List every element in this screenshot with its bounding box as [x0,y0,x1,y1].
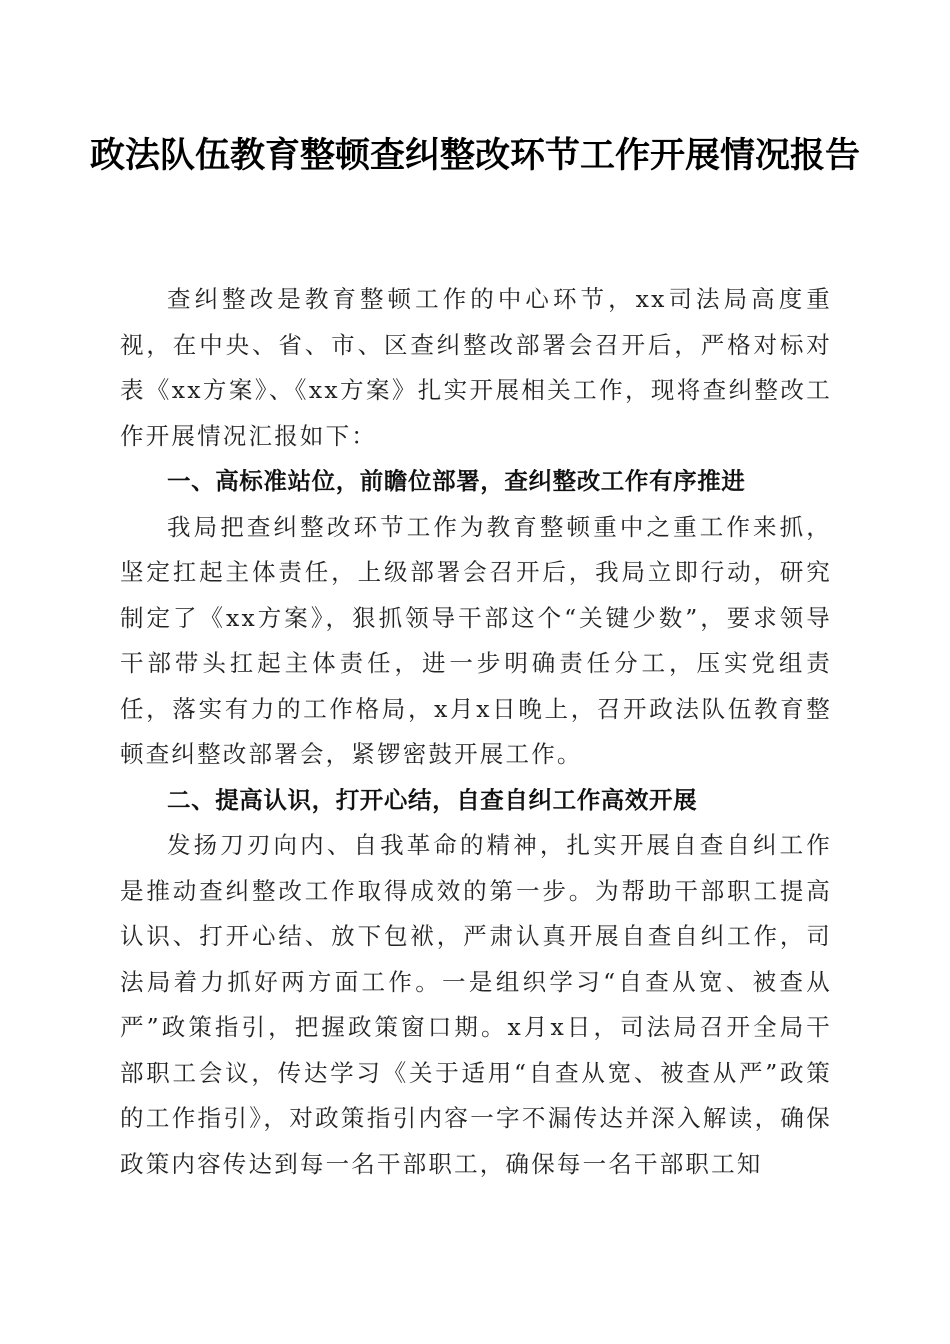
section-heading-1: 一、高标准站位，前瞻位部署，查纠整改工作有序推进 [167,467,746,495]
section-2-paragraph: 发扬刀刃向内、自我革命的精神，扎实开展自查自纠工作是推动查纠整改工作取得成效的第一步。为帮助干部职工提高认识、打开心结、放下包袱，严肃认真开展自查自纠工作，司法局着力抓好两方面工作。一是组织学习“自查从宽、被查从严”政策指引，把握政策窗口期。x月x日，司法局召开全局干部职工会议，传达学习《关于适用“自查从宽、被查从严”政策的工作指引》，对政策指引内容一字不漏传达并深入解读，确保政策内容传达到每一名干部职工，确保每一名干部职工知 [120,831,832,1178]
document-title: 政法队伍教育整顿查纠整改环节工作开展情况报告 [89,135,860,176]
section-heading-2: 二、提高认识，打开心结，自查自纠工作高效开展 [167,785,698,814]
section-1-paragraph: 我局把查纠整改环节工作为教育整顿重中之重工作来抓，坚定扛起主体责任，上级部署会召开后，我局立即行动，研究制定了《xx方案》，狠抓领导干部这个“关键少数”，要求领导干部带头扛起主体责任，进一步明确责任分工，压实党组责任，落实有力的工作格局，x月x日晚上，召开政法队伍教育整顿查纠整改部署会，紧锣密鼓开展工作。 [120,512,832,768]
document-body [120,277,832,1187]
intro-paragraph: 查纠整改是教育整顿工作的中心环节，xx司法局高度重视，在中央、省、市、区查纠整改部署会召开后，严格对标对表《xx方案》、《xx方案》扎实开展相关工作，现将查纠整改工作开展情况汇报如下： [120,285,832,450]
